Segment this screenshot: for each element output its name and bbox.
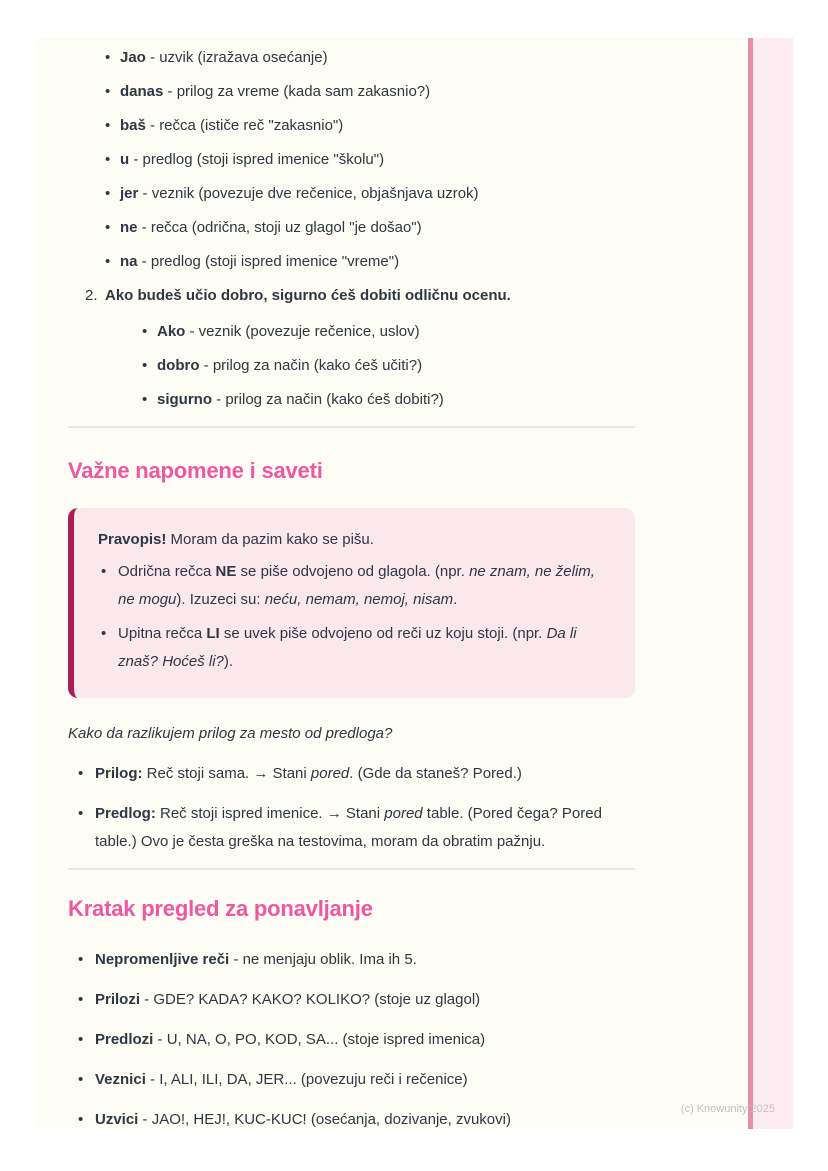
summary-list — [68, 946, 635, 1134]
list-item — [68, 760, 635, 788]
list-item — [68, 180, 635, 208]
tips-list — [68, 760, 635, 856]
list-item — [68, 1106, 635, 1134]
callout-title-line: Pravopis! Moram da pazim kako se pišu. — [98, 531, 374, 548]
list-number: 2. — [85, 287, 98, 304]
list-item-text: Jao - uzvik (izražava osećanje) — [120, 49, 328, 66]
list-item — [105, 386, 635, 414]
section-divider — [68, 426, 635, 428]
list-item-text: sigurno - prilog za način (kako ćeš dobiti?) — [157, 391, 444, 408]
list-item-text: Odrična rečca NE se piše odvojeno od glagola. (npr. ne znam, ne želim, ne mogu). Izuzeci su: neću, nemam, nemoj, nisam. — [118, 563, 595, 608]
example-sentence: Ako budeš učio dobro, sigurno ćeš dobiti odličnu ocenu. — [105, 287, 511, 304]
list-item-text: Nepromenljive reči - ne menjaju oblik. Ima ih 5. — [95, 951, 417, 968]
list-item — [68, 1066, 635, 1094]
pravopis-callout — [68, 508, 635, 698]
list-item — [68, 946, 635, 974]
list-item-text: u - predlog (stoji ispred imenice "školu") — [120, 151, 385, 168]
list-item-text: danas - prilog za vreme (kada sam zakasnio?) — [120, 83, 431, 100]
document-page — [36, 38, 793, 1129]
list-item-text: jer - veznik (povezuje dve rečenice, objašnjava uzrok) — [120, 185, 479, 202]
list-item-text: Uzvici - JAO!, HEJ!, KUC-KUC! (osećanja, dozivanje, zvukovi) — [95, 1111, 511, 1128]
section-divider — [68, 868, 635, 870]
list-item — [68, 214, 635, 242]
word-breakdown-list — [68, 44, 635, 276]
list-item — [98, 558, 611, 614]
list-item-text: ne - rečca (odrična, stoji uz glagol "je došao") — [120, 219, 422, 236]
question-line: Kako da razlikujem prilog za mesto od predloga? — [68, 725, 393, 742]
list-item-text: Veznici - I, ALI, ILI, DA, JER... (povezuju reči i rečenice) — [95, 1071, 468, 1088]
list-item-text: Ako - veznik (povezuje rečenice, uslov) — [157, 323, 420, 340]
list-item-text: Predlozi - U, NA, O, PO, KOD, SA... (stoje ispred imenica) — [95, 1031, 486, 1048]
list-item-text: na - predlog (stoji ispred imenice "vreme") — [120, 253, 400, 270]
list-item — [68, 1026, 635, 1054]
page-content — [68, 38, 635, 1146]
list-item — [68, 248, 635, 276]
list-item — [105, 318, 635, 346]
page-edge-line — [748, 38, 753, 1129]
list-item — [98, 620, 611, 676]
list-item-text: baš - rečca (ističe reč "zakasnio") — [120, 117, 344, 134]
copyright-watermark: (c) Knowunity 2025 — [680, 1103, 775, 1115]
list-item — [68, 800, 635, 856]
list-item — [68, 78, 635, 106]
list-item-text: Prilog: Reč stoji sama. → Stani pored. (Gde da staneš? Pored.) — [95, 765, 522, 782]
list-item-text: Predlog: Reč stoji ispred imenice. → Stani pored table. (Pored čega? Pored table.) Ovo je česta greška na testovima, moram da obratim pažnju. — [95, 805, 602, 850]
list-item — [68, 146, 635, 174]
list-item-text: Prilozi - GDE? KADA? KAKO? KOLIKO? (stoje uz glagol) — [95, 991, 481, 1008]
notes-heading: Važne napomene i saveti — [68, 458, 323, 483]
list-item — [68, 112, 635, 140]
word-breakdown-list-2 — [105, 318, 635, 414]
list-item-text: Upitna rečca LI se uvek piše odvojeno od reči uz koju stoji. (npr. Da li znaš? Hoćeš li?). — [118, 625, 577, 670]
numbered-example-2 — [68, 282, 635, 414]
list-item — [68, 986, 635, 1014]
list-item-text: dobro - prilog za način (kako ćeš učiti?) — [157, 357, 423, 374]
callout-list — [98, 558, 611, 676]
page-edge-strip — [748, 38, 793, 1129]
list-item — [68, 44, 635, 72]
summary-heading: Kratak pregled za ponavljanje — [68, 896, 373, 921]
list-item — [105, 352, 635, 380]
